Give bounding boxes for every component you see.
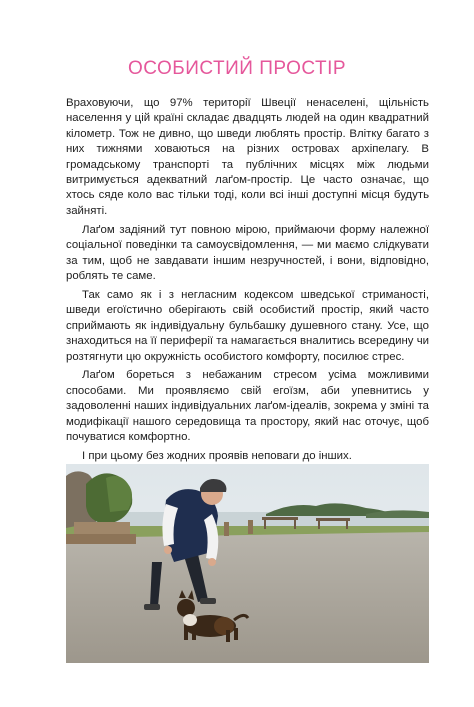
man-petting-dog-photo	[66, 464, 429, 663]
paragraph-4: Лаґом бореться з небажаним стресом усіма можливими способами. Ми проявляємо свій егоїзм, аби упевнитись у задоволенні наших індивідуальних лаґом-ідеалів, зокрема у зміні та модифікації нашого середовища та простору, який нас оточує, щоб почуватися комфортно.	[66, 369, 429, 444]
paragraph-5: І при цьому без жодних проявів неповаги до інших.	[82, 449, 352, 462]
paragraph-1: Враховуючи, що 97% території Швеції ненаселені, щільність населення у цій країні складає двадцять людей на один квадратний кілометр. Тож не дивно, що шведи люблять простір. Влітку багато з них тижнями ховаються на різних островах архіпелагу. В громадському транспорті та публічних місцях між людьми витримується адекватний лаґом-простір. Це часто означає, що хтось сяде коло вас тільки тоді, коли всі інші доступні місця будуть зайняті.	[66, 97, 429, 217]
body-text	[66, 96, 429, 468]
paragraph-3: Так само як і з негласним кодексом шведської стриманості, шведи егоїстично оберігають свій особистий простір, який часто сприймають як індивідуальну бульбашку душевного стану. Усе, що знаходиться на її периферії та намагається вналитись всередину чи розтягнути цю окружність особистого комфорту, посилює стрес.	[66, 288, 429, 363]
page-title: ОСОБИСТИЙ ПРОСТІР	[127, 58, 347, 79]
paragraph-2: Лаґом задіяний тут повною мірою, приймаючи форму належної соціальної поведінки та самоусвідомлення, — ми маємо слідкувати за тим, щоб не завдавати іншим незручностей, і вони, відповідно, роблять те саме.	[66, 223, 429, 282]
